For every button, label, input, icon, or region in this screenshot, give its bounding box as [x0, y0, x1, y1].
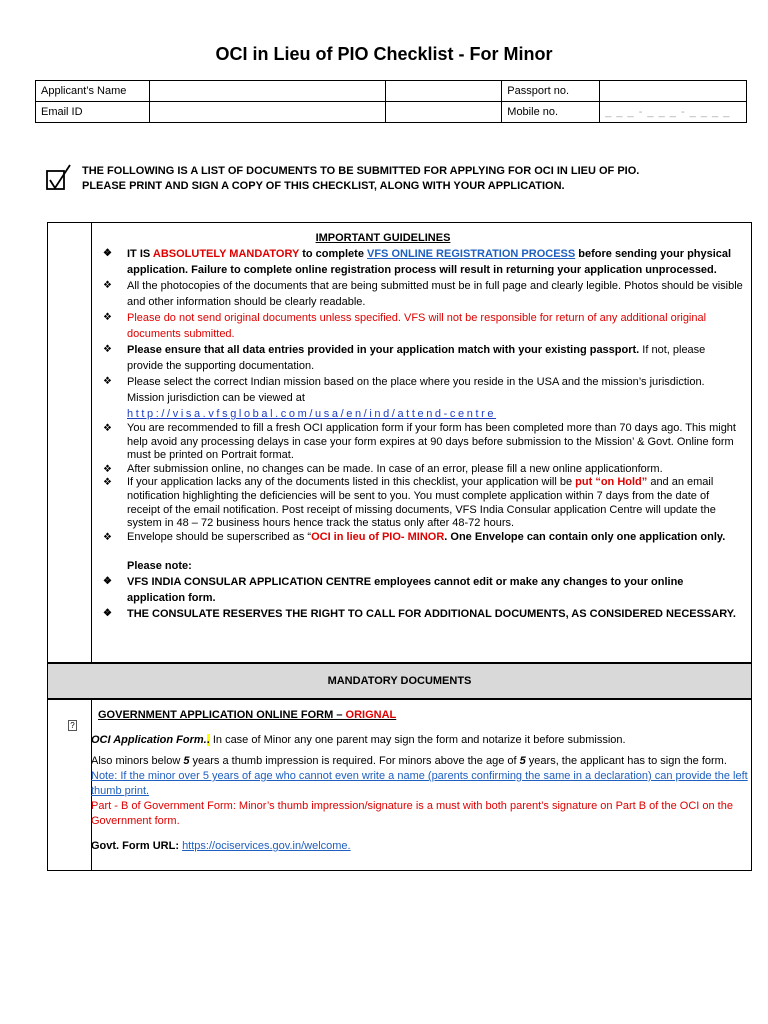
guideline-item — [103, 310, 743, 342]
form-paragraph: Part - B of Government Form: Minor’s thumb impression/signature is a must with both parent’s signature on Part B of the OCI on the Government form. — [91, 800, 733, 827]
intro-text: THE FOLLOWING IS A LIST OF DOCUMENTS TO BE SUBMITTED FOR APPLYING FOR OCI IN LIEU OF PIO. PLEASE PRINT AND SIGN A COPY OF THIS CHECKLIST, ALONG WITH YOUR APPLICATION. — [82, 165, 640, 192]
passport-field[interactable] — [600, 81, 747, 102]
guideline-text: You are recommended to fill a fresh OCI application form if your form has been completed more than 70 days ago. This might help avoid any processing delays in case your form expires at 90 days before submission to the Mission’ & Govt. Online form must be printed on Portrait format. — [127, 422, 736, 462]
mandatory-text: ABSOLUTELY MANDATORY — [152, 248, 300, 260]
govt-form-url-link[interactable]: https://ociservices.gov.in/welcome. — [182, 840, 351, 852]
diamond-bullet-icon: ❖ — [103, 531, 112, 543]
guideline-text: IT IS — [127, 248, 153, 260]
vfs-registration-link[interactable]: VFS ONLINE REGISTRATION PROCESS — [367, 248, 576, 260]
column-divider — [91, 223, 92, 662]
diamond-bullet-icon: ❖ — [103, 423, 112, 434]
government-form-box — [47, 699, 752, 871]
note-text: THE CONSULATE RESERVES THE RIGHT TO CALL FOR ADDITIONAL DOCUMENTS, AS CONSIDERED NECESSARY. — [127, 608, 736, 621]
guidelines-heading: IMPORTANT GUIDELINES — [315, 232, 451, 244]
diamond-bullet-icon: ❖ — [103, 312, 112, 323]
note-item — [103, 606, 743, 622]
applicant-name-label: Applicant’s Name — [36, 81, 150, 102]
guideline-item — [103, 531, 743, 545]
diamond-bullet-icon: ❖ — [103, 344, 112, 355]
guideline-text: Please select the correct Indian mission based on the place where you reside in the USA and the mission’s jurisdiction. Mission jurisdiction can be viewed at — [127, 376, 705, 404]
note-text: VFS INDIA CONSULAR APPLICATION CENTRE employees cannot edit or make any changes to your online application form. — [127, 576, 684, 605]
diamond-bullet-icon: ❖ — [103, 248, 112, 259]
email-label: Email ID — [36, 102, 150, 123]
diamond-bullet-icon: ❖ — [103, 463, 112, 475]
form-paragraph: Also minors below 5 years a thumb impression is required. For minors above the age of 5 years, the applicant has to sign the form. Note: If the minor over 5 years of age who cannot even write a name (parents confirming the same in a declaration) can provide the left thumb print. — [91, 755, 748, 797]
email-field[interactable] — [149, 102, 386, 123]
thumb-print-note: Note: If the minor over 5 years of age who cannot even write a name (parents confirming the same in a declaration) can provide the left thumb print. — [91, 770, 748, 797]
guideline-text: to complete — [299, 248, 367, 260]
mandatory-documents-header: MANDATORY DOCUMENTS — [47, 663, 752, 699]
checkbox-checked-icon — [46, 164, 72, 192]
guideline-item — [103, 374, 743, 422]
form-paragraph: OCI Application Form.. In case of Minor any one parent may sign the form and notarize it before submission. — [91, 734, 626, 746]
diamond-bullet-icon: ❖ — [103, 376, 112, 387]
diamond-bullet-icon: ❖ — [103, 280, 112, 291]
page-title: OCI in Lieu of PIO Checklist - For Minor — [215, 44, 553, 64]
checkbox[interactable]: ? — [68, 720, 77, 731]
guideline-item — [103, 278, 743, 310]
guideline-item — [103, 342, 743, 374]
guideline-text: Please ensure that all data entries provided in your application match with your existing passport. — [127, 344, 640, 356]
guideline-text: After submission online, no changes can be made. In case of an error, please fill a new online applicationform. — [127, 462, 663, 475]
form-url-line: Govt. Form URL: https://ociservices.gov.in/welcome. — [91, 840, 351, 852]
passport-label: Passport no. — [502, 81, 600, 102]
diamond-bullet-icon: ❖ — [103, 576, 112, 588]
blank-cell — [386, 102, 502, 123]
government-form-content — [91, 708, 751, 854]
guidelines-content — [103, 230, 743, 622]
envelope-label-text: OCI in lieu of PIO- MINOR — [311, 530, 445, 543]
applicant-info-table — [35, 80, 747, 123]
mobile-label: Mobile no. — [502, 102, 600, 123]
guideline-text: If not, please provide the supporting documentation. — [127, 344, 706, 372]
guideline-text: If your application lacks any of the documents listed in this checklist, your application will be — [127, 476, 576, 489]
guideline-item — [103, 463, 743, 477]
mission-jurisdiction-link[interactable]: http://visa.vfsglobal.com/usa/en/ind/attend-centre — [127, 408, 497, 420]
guideline-text: Please do not send original documents unless specified. VFS will not be responsible for return of any additional original documents submitted. — [127, 312, 707, 340]
diamond-bullet-icon: ❖ — [103, 477, 112, 489]
guideline-text: and an email notification highlighting the deficiencies will be sent to you. You must complete application within 7 days from the date of receipt of the email notification. Post receipt of missing documents, VFS India Consular application Centre will update the system in 48 – 72 business hours hence track the status only after 48-72 hours. — [127, 476, 716, 530]
guideline-text: Envelope should be superscribed as “ — [127, 530, 312, 543]
guideline-item — [103, 476, 743, 530]
mobile-field[interactable] — [600, 102, 747, 123]
note-heading: Please note: — [127, 560, 192, 573]
on-hold-text: put “on Hold” — [575, 476, 648, 489]
mobile-mask: _ _ _ - _ _ _ - _ _ _ _ — [605, 106, 731, 118]
original-label: ORIGNAL — [345, 709, 397, 721]
guideline-text: before sending your physical application. Failure to complete online registration process will result in returning your application unprocessed. — [127, 248, 732, 276]
diamond-bullet-icon: ❖ — [103, 608, 112, 620]
blank-cell — [386, 81, 502, 102]
guideline-text: All the photocopies of the documents that are being submitted must be in full page and clearly legible. Photos should be visible and other information should be clearly readable. — [127, 280, 743, 308]
guideline-item — [103, 246, 743, 278]
guideline-item — [103, 422, 743, 463]
table-row — [36, 81, 747, 102]
guideline-text: . One Envelope can contain only one application only. — [444, 530, 726, 543]
applicant-name-field[interactable] — [149, 81, 386, 102]
guidelines-box — [47, 222, 752, 663]
note-item — [103, 574, 743, 606]
table-row — [36, 102, 747, 123]
government-form-heading: GOVERNMENT APPLICATION ONLINE FORM – ORIGNAL — [98, 709, 397, 721]
